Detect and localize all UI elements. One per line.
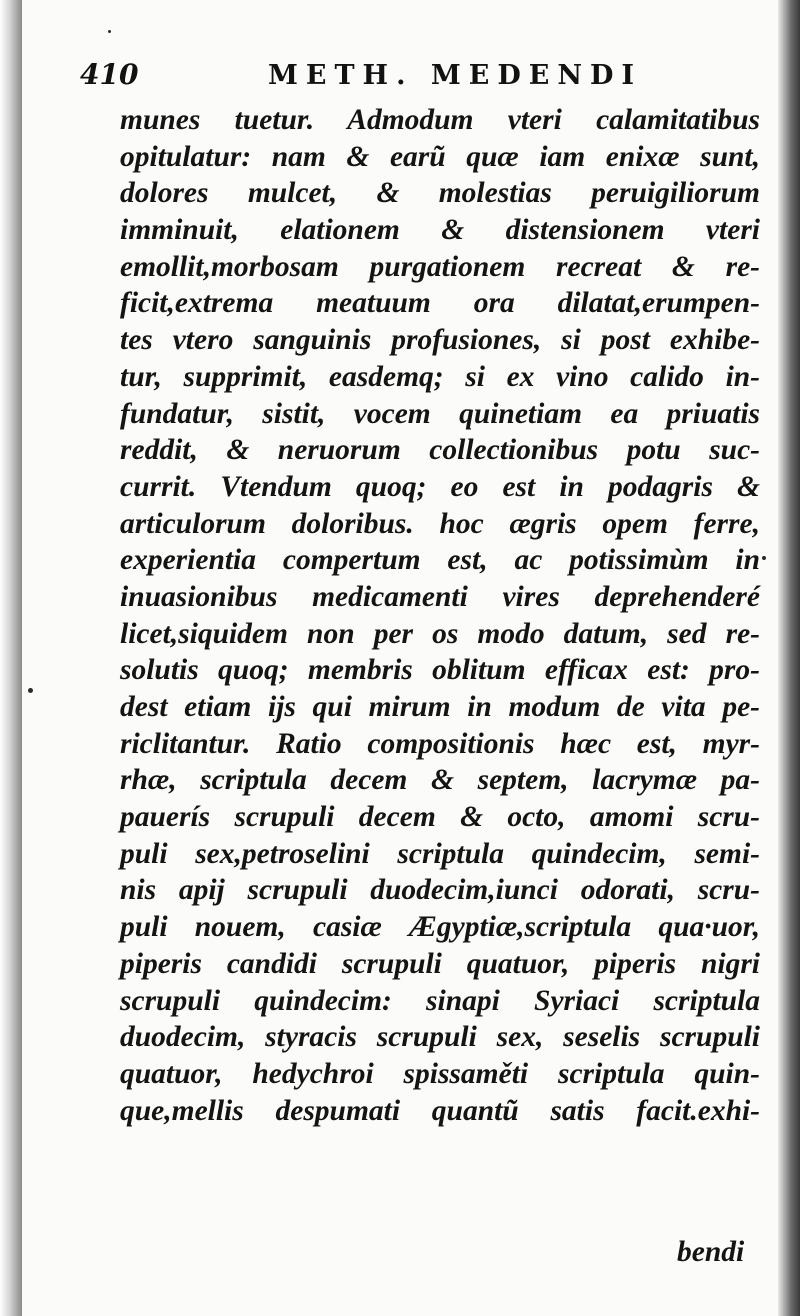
ink-speck — [762, 556, 766, 560]
page-header — [80, 58, 760, 92]
text-line: experientia compertum est, ac potissimùm in — [120, 544, 760, 577]
text-line: nis apij scrupuli duodecim,iunci odorati, scru- — [120, 874, 760, 907]
folio-number: 410 — [80, 58, 139, 91]
text-line: riclitantur. Ratio compositionis hæc est, myr- — [120, 727, 760, 760]
text-line: dolores mulcet, & molestias peruigiliorum — [120, 177, 760, 210]
text-line: quatuor, hedychroi spissaměti scriptula quin- — [120, 1057, 760, 1090]
text-line: pauerís scrupuli decem & octo, amomi scru- — [120, 801, 760, 834]
text-line: duodecim, styracis scrupuli sex, seselis scrupuli — [120, 1021, 760, 1054]
text-line: reddit, & neruorum collectionibus potu suc- — [120, 434, 760, 467]
book-page — [22, 0, 778, 1316]
catchword: bendi — [677, 1236, 745, 1268]
text-line: emollit,morbosam purgationem recreat & re- — [120, 250, 760, 283]
text-line: puli nouem, casiæ Ægyptiæ,scriptula qua·uor, — [120, 911, 760, 944]
text-line: solutis quoq; membris oblitum efficax est: pro- — [120, 654, 760, 687]
text-line: ficit,extrema meatuum ora dilatat,erumpen- — [120, 287, 760, 320]
text-line: scrupuli quindecim: sinapi Syriaci scriptula — [120, 984, 760, 1017]
running-head: METH. MEDENDI — [268, 60, 643, 91]
text-line: imminuit, elationem & distensionem vteri — [120, 214, 760, 247]
text-line: puli sex,petroselini scriptula quindecim, semi- — [120, 837, 760, 870]
text-line: tes vtero sanguinis profusiones, si post exhibe- — [120, 324, 760, 357]
text-line: que,mellis despumati quantũ satis facit.exhi- — [120, 1094, 760, 1127]
body-text — [120, 102, 760, 1129]
text-line: tur, supprimit, easdemq; si ex vino calido in- — [120, 360, 760, 393]
text-line: opitulatur: nam & earũ quæ iam enixæ sunt, — [120, 140, 760, 173]
text-line: piperis candidi scrupuli quatuor, piperis nigri — [120, 947, 760, 980]
text-line: inuasionibus medicamenti vires deprehenderé — [120, 580, 760, 613]
text-line: licet,siquidem non per os modo datum, sed re- — [120, 617, 760, 650]
text-line: fundatur, sistit, vocem quinetiam ea priuatis — [120, 397, 760, 430]
ink-speck — [108, 30, 111, 33]
text-line: rhæ, scriptula decem & septem, lacrymæ pa- — [120, 764, 760, 797]
text-line: dest etiam ijs qui mirum in modum de vita pe- — [120, 691, 760, 723]
scanner-left-margin — [0, 0, 22, 1316]
scanner-right-edge — [778, 0, 800, 1316]
ink-speck — [28, 688, 33, 693]
text-line: munes tuetur. Admodum vteri calamitatibus — [120, 104, 760, 136]
text-line: currit. Vtendum quoq; eo est in podagris & — [120, 470, 760, 503]
text-line: articulorum doloribus. hoc ægris opem ferre, — [120, 507, 760, 540]
